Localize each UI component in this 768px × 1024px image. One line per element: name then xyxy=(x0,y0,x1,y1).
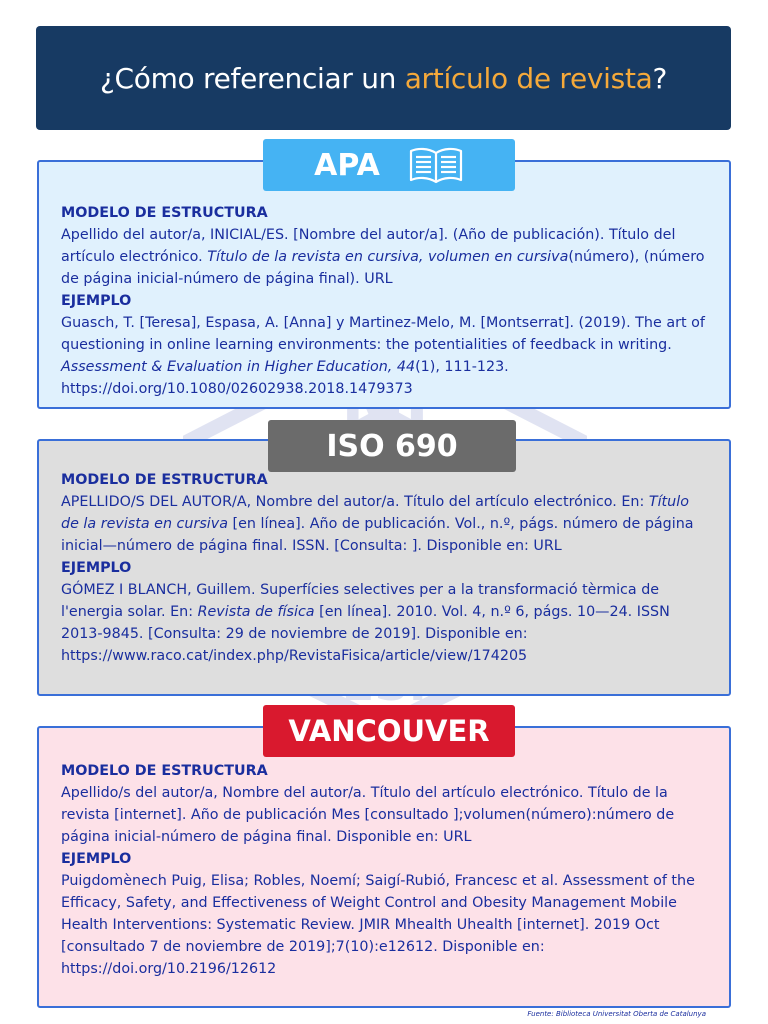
iso-example-part: GÓMEZ I BLANCH, Guillem. Superfícies selectives per a la transformació tèrmica de l'energia solar. En: xyxy=(61,582,660,620)
vancouver-example-heading: EJEMPLO xyxy=(61,851,132,867)
apa-example-part: Guasch, T. [Teresa], Espasa, A. [Anna] y Martinez-Melo, M. [Montserrat]. (2019). The art of questioning in online learning environments: the potentialities of feedback in writing. xyxy=(61,315,705,353)
iso-badge-label: ISO 690 xyxy=(326,428,458,464)
iso-badge xyxy=(268,420,516,472)
vancouver-badge-label: VANCOUVER xyxy=(288,714,490,748)
iso-section xyxy=(37,439,731,696)
iso-model-part: [en línea]. Año de publicación. Vol., n.º, págs. número de página inicial—número de página final. ISSN. [Consulta: ]. Disponible en: URL xyxy=(61,516,694,554)
iso-example-part: [en línea]. 2010. Vol. 4, n.º 6, págs. 10—24. ISSN 2013-9845. [Consulta: 29 de noviembre de 2019]. Disponible en: https://www.raco.cat/index.php/RevistaFisica/article/view/174205 xyxy=(61,604,670,664)
apa-model-part: Apellido del autor/a, INICIAL/ES. [Nombre del autor/a]. (Año de publicación). Título del artículo electrónico. xyxy=(61,227,676,265)
iso-example-heading: EJEMPLO xyxy=(61,560,132,576)
apa-model-text xyxy=(61,224,707,290)
iso-example-italic: Revista de física xyxy=(197,604,315,620)
apa-example-text xyxy=(61,312,707,400)
iso-model-text xyxy=(61,491,707,557)
apa-badge xyxy=(263,139,515,191)
apa-badge-label: APA xyxy=(314,147,380,183)
iso-model-part: APELLIDO/S DEL AUTOR/A, Nombre del autor/a. Título del artículo electrónico. En: xyxy=(61,494,649,510)
open-book-icon xyxy=(408,145,464,185)
iso-model-heading: MODELO DE ESTRUCTURA xyxy=(61,472,268,488)
apa-model-heading: MODELO DE ESTRUCTURA xyxy=(61,205,268,221)
apa-example-italic: Assessment & Evaluation in Higher Education, 44 xyxy=(61,359,416,375)
vancouver-section xyxy=(37,726,731,1008)
source-note: Fuente: Biblioteca Universitat Oberta de Catalunya xyxy=(527,1010,706,1018)
apa-model-italic: Título de la revista en cursiva, volumen en cursiva xyxy=(207,249,569,265)
page-title xyxy=(36,26,731,130)
vancouver-model-heading: MODELO DE ESTRUCTURA xyxy=(61,763,268,779)
iso-model-italic: Título de la revista en cursiva xyxy=(61,494,689,532)
vancouver-model-text: Apellido/s del autor/a, Nombre del autor/a. Título del artículo electrónico. Título de la revista [internet]. Año de publicación Mes [consultado ];volumen(número):número de página inicial-número de página final. Disponible en: URL xyxy=(61,785,675,845)
vancouver-badge xyxy=(263,705,515,757)
apa-model-part: (número), (número de página inicial-número de página final). URL xyxy=(61,249,705,287)
title-suffix: ? xyxy=(652,61,668,95)
apa-example-heading: EJEMPLO xyxy=(61,293,132,309)
apa-section xyxy=(37,160,731,409)
apa-example-part: (1), 111-123. https://doi.org/10.1080/02602938.2018.1479373 xyxy=(61,359,509,397)
title-highlight: artículo de revista xyxy=(404,61,653,95)
title-prefix: ¿Cómo referenciar un xyxy=(99,61,405,95)
iso-example-text xyxy=(61,579,707,667)
vancouver-example-text: Puigdomènech Puig, Elisa; Robles, Noemí; Saigí-Rubió, Francesc et al. Assessment of the Efficacy, Safety, and Effectiveness of Weight Control and Obesity Management Mobile Health Interventions: Systematic Review. JMIR Mhealth Uhealth [internet]. 2019 Oct [consultado 7 de noviembre de 2019];7(10):e12612. Disponible en: https://doi.org/10.2196/12612 xyxy=(61,873,695,977)
